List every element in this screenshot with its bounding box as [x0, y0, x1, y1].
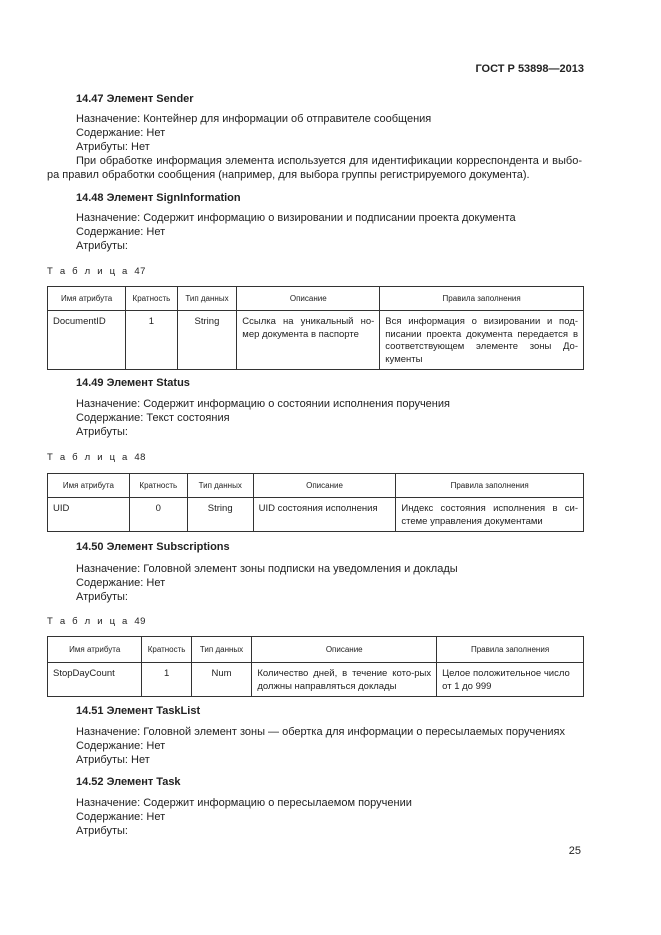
table-cell: 1 — [142, 663, 191, 697]
table-row — [48, 498, 584, 532]
table-cell: Целое положительное число от 1 до 999 — [437, 663, 584, 697]
s52-content: Содержание: Нет — [76, 811, 166, 823]
table-49-header: Тип данных — [191, 637, 252, 663]
table-49-header: Кратность — [142, 637, 191, 663]
table-48-header: Тип данных — [187, 474, 253, 498]
table-49-caption — [47, 616, 146, 627]
s47-note-line1: При обработке информация элемента используется для идентификации корреспондента и выбо- — [76, 155, 582, 167]
table-48-header: Правила заполнения — [396, 474, 584, 498]
table-cell: 0 — [129, 498, 187, 532]
s47-attrs: Атрибуты: Нет — [76, 141, 150, 153]
section-14-51-title: 14.51 Элемент TaskList — [76, 705, 201, 717]
table-cell: Количество дней, в течение кото-рых должны направляться доклады — [252, 663, 437, 697]
s50-attrs: Атрибуты: — [76, 591, 128, 603]
s52-attrs: Атрибуты: — [76, 825, 128, 837]
s49-purpose: Назначение: Содержит информацию о состоянии исполнения поручения — [76, 398, 450, 410]
s47-note-line2: ра правил обработки сообщения (например, для выбора группы регистрируемого документа). — [47, 169, 530, 181]
table-47-header: Кратность — [126, 287, 177, 311]
table-cell: String — [177, 311, 237, 370]
table-cell: Num — [191, 663, 252, 697]
table-47-header: Тип данных — [177, 287, 237, 311]
s48-attrs: Атрибуты: — [76, 240, 128, 252]
standard-header: ГОСТ Р 53898—2013 — [475, 63, 584, 75]
table-48-header-row — [48, 474, 584, 498]
table-49-header-row — [48, 637, 584, 663]
section-14-47-title: 14.47 Элемент Sender — [76, 93, 194, 105]
table-49-header: Имя атрибута — [48, 637, 142, 663]
s47-purpose: Назначение: Контейнер для информации об отправителе сообщения — [76, 113, 432, 125]
table-47-header: Имя атрибута — [48, 287, 126, 311]
section-14-52-title: 14.52 Элемент Task — [76, 776, 181, 788]
section-14-48-title: 14.48 Элемент SignInformation — [76, 192, 241, 204]
table-49-header: Описание — [252, 637, 437, 663]
s52-purpose: Назначение: Содержит информацию о пересылаемом поручении — [76, 797, 412, 809]
table-48-header: Описание — [253, 474, 396, 498]
table-47 — [47, 286, 584, 370]
table-49-number: 49 — [134, 616, 146, 627]
table-49 — [47, 636, 584, 697]
table-48-number: 48 — [134, 452, 146, 463]
s51-content: Содержание: Нет — [76, 740, 166, 752]
table-cell: 1 — [126, 311, 177, 370]
table-48 — [47, 473, 584, 532]
table-cell: Вся информация о визировании и под-писании проекта документа передается в соответствующем элементе зоны До-кументы — [380, 311, 584, 370]
s50-content: Содержание: Нет — [76, 577, 166, 589]
table-cell: Индекс состояния исполнения в си-стеме управления документами — [396, 498, 584, 532]
table-48-caption — [47, 452, 146, 463]
s51-attrs: Атрибуты: Нет — [76, 754, 150, 766]
table-row — [48, 663, 584, 697]
table-47-header: Описание — [237, 287, 380, 311]
table-47-number: 47 — [134, 266, 146, 277]
table-47-caption-label: Т а б л и ц а — [47, 266, 130, 277]
table-cell: String — [187, 498, 253, 532]
table-row — [48, 311, 584, 370]
table-cell: StopDayCount — [48, 663, 142, 697]
table-48-header: Кратность — [129, 474, 187, 498]
table-48-header: Имя атрибута — [48, 474, 130, 498]
s49-attrs: Атрибуты: — [76, 426, 128, 438]
s48-content: Содержание: Нет — [76, 226, 166, 238]
s49-content: Содержание: Текст состояния — [76, 412, 230, 424]
s48-purpose: Назначение: Содержит информацию о визировании и подписании проекта документа — [76, 212, 516, 224]
table-47-header: Правила заполнения — [380, 287, 584, 311]
s50-purpose: Назначение: Головной элемент зоны подписки на уведомления и доклады — [76, 563, 458, 575]
table-47-header-row — [48, 287, 584, 311]
s51-purpose: Назначение: Головной элемент зоны — обертка для информации о пересылаемых поручениях — [76, 726, 566, 738]
table-48-caption-label: Т а б л и ц а — [47, 452, 130, 463]
table-cell: DocumentID — [48, 311, 126, 370]
table-cell: Ссылка на уникальный но-мер документа в паспорте — [237, 311, 380, 370]
page-number: 25 — [568, 845, 581, 857]
table-cell: UID — [48, 498, 130, 532]
s47-content: Содержание: Нет — [76, 127, 166, 139]
table-49-header: Правила заполнения — [437, 637, 584, 663]
table-49-caption-label: Т а б л и ц а — [47, 616, 130, 627]
table-cell: UID состояния исполнения — [253, 498, 396, 532]
section-14-50-title: 14.50 Элемент Subscriptions — [76, 541, 230, 553]
table-47-caption — [47, 266, 146, 277]
section-14-49-title: 14.49 Элемент Status — [76, 377, 190, 389]
